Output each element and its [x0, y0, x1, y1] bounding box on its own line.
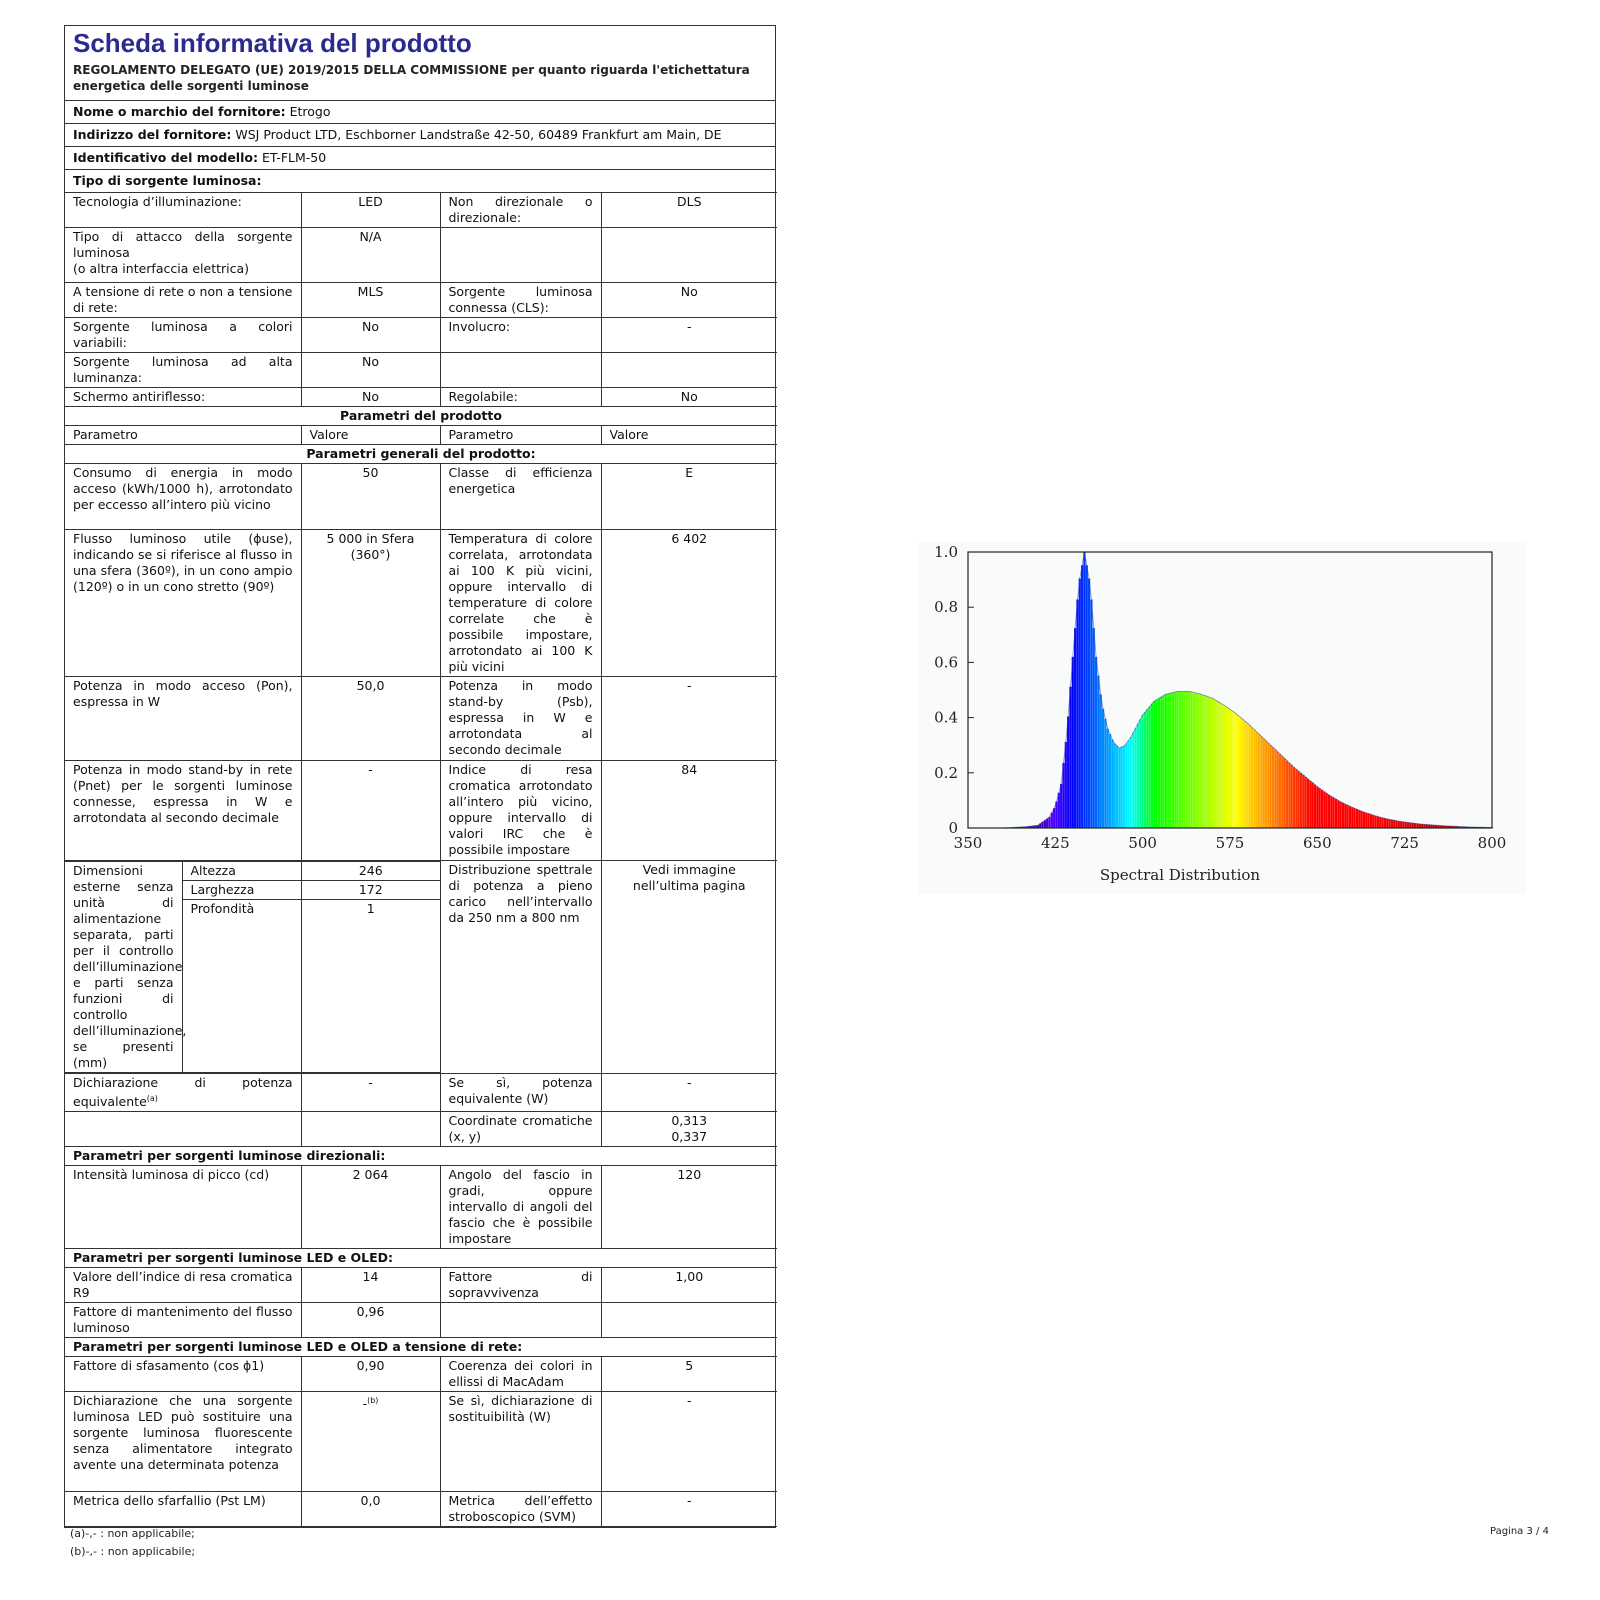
depth-value: 1	[301, 900, 440, 1073]
parameters-table	[65, 192, 777, 1527]
param-value: E	[601, 464, 777, 530]
table-row	[65, 1268, 777, 1303]
table-row	[65, 1074, 777, 1112]
param-value: No	[301, 353, 440, 388]
table-row	[65, 1392, 777, 1492]
param-label: Coordinate cromatiche (x, y)	[440, 1112, 601, 1147]
y-tick-label: 0.8	[934, 598, 958, 617]
footnote-a: (a)-,- : non applicabile;	[70, 1527, 195, 1540]
table-row	[65, 1492, 777, 1527]
param-value: 14	[301, 1268, 440, 1303]
param-value: N/A	[301, 228, 440, 283]
param-label: Se sì, potenza equivalente (W)	[440, 1074, 601, 1112]
table-row	[65, 1166, 777, 1249]
table-row	[65, 530, 777, 677]
spectral-distribution-chart	[918, 542, 1526, 894]
dimensions-cell	[65, 861, 440, 1074]
param-label-text: Tipo di attacco della sorgente luminosa	[73, 229, 293, 260]
empty-cell	[65, 1112, 301, 1147]
source-type-row	[65, 169, 775, 192]
column-header: Valore	[301, 426, 440, 445]
table-row	[65, 283, 777, 318]
param-label: Coerenza dei colori in ellissi di MacAdam	[440, 1357, 601, 1392]
param-value: -	[601, 1392, 777, 1492]
section-header-row	[65, 407, 777, 426]
param-label: Classe di efficienza energetica	[440, 464, 601, 530]
column-header-row	[65, 426, 777, 445]
footnote-ref: (a)	[146, 1094, 158, 1103]
table-row	[65, 193, 777, 228]
param-value: 5 000 in Sfera (360°)	[301, 530, 440, 677]
section-title: Parametri per sorgenti luminose LED e OLED a tensione di rete:	[65, 1338, 777, 1357]
param-label: Metrica dello sfarfallio (Pst LM)	[65, 1492, 301, 1527]
param-value: LED	[301, 193, 440, 228]
param-label: Fattore di mantenimento del flusso luminoso	[65, 1303, 301, 1338]
param-label: Fattore di sopravvivenza	[440, 1268, 601, 1303]
x-tick-label: 500	[1128, 834, 1157, 852]
section-header-row	[65, 1338, 777, 1357]
param-value: -	[601, 1074, 777, 1112]
table-row	[65, 353, 777, 388]
supplier-address-label: Indirizzo del fornitore:	[73, 127, 232, 142]
section-title: Parametri per sorgenti luminose LED e OLED:	[65, 1249, 777, 1268]
param-value: -	[601, 318, 777, 353]
x-tick-label: 800	[1477, 834, 1507, 852]
param-label: Valore dell’indice di resa cromatica R9	[65, 1268, 301, 1303]
page-number: Pagina 3 / 4	[1490, 1526, 1549, 1537]
dimensions-row	[65, 861, 777, 1074]
plot-frame	[968, 552, 1492, 828]
supplier-address-value: WSJ Product LTD, Eschborner Landstraße 42-50, 60489 Frankfurt am Main, DE	[235, 127, 722, 142]
section-title: Parametri per sorgenti luminose direzionali:	[65, 1147, 777, 1166]
param-label: Potenza in modo stand-by (Psb), espressa in W e arrotondata al secondo decimale	[440, 677, 601, 761]
x-tick-label: 425	[1041, 834, 1070, 852]
param-value-text: -	[362, 1396, 368, 1412]
x-tick-label: 725	[1390, 834, 1419, 852]
param-value: 5	[601, 1357, 777, 1392]
param-value: 50,0	[301, 677, 440, 761]
width-value: 172	[301, 881, 440, 900]
param-value: -	[601, 1492, 777, 1527]
param-value: 2 064	[301, 1166, 440, 1249]
param-value: -	[301, 761, 440, 861]
x-tick-label: 575	[1215, 834, 1245, 852]
table-row	[65, 1112, 777, 1147]
y-tick-label: 0.4	[934, 708, 958, 727]
chart-svg	[918, 542, 1526, 894]
empty-cell	[301, 1112, 440, 1147]
table-row	[65, 464, 777, 530]
column-header: Parametro	[440, 426, 601, 445]
model-label: Identificativo del modello:	[73, 150, 258, 165]
param-label: Indice di resa cromatica arrotondato all’intero più vicino, oppure intervallo di valori IRC che è possibile impostare	[440, 761, 601, 861]
param-value: 1,00	[601, 1268, 777, 1303]
param-value: -	[301, 1074, 440, 1112]
param-value: 6 402	[601, 530, 777, 677]
param-label: Schermo antiriflesso:	[65, 388, 301, 407]
param-value: Vedi immagine nell’ultima pagina	[601, 861, 777, 1074]
section-header-row	[65, 445, 777, 464]
param-label	[65, 228, 301, 283]
param-value: 84	[601, 761, 777, 861]
dimensions-label: Dimensioni esterne senza unità di alimentazione separata, parti per il controllo dell’illuminazione e parti senza funzioni di controllo dell’illuminazione, se presenti (mm)	[65, 862, 182, 1073]
param-label: Fattore di sfasamento (cos ɸ1)	[65, 1357, 301, 1392]
column-header: Parametro	[65, 426, 301, 445]
param-value: 0,0	[301, 1492, 440, 1527]
table-row	[65, 228, 777, 283]
section-title: Parametri del prodotto	[65, 407, 777, 426]
param-label: Sorgente luminosa connessa (CLS):	[440, 283, 601, 318]
param-label	[440, 228, 601, 283]
spectrum-bars	[1003, 552, 1492, 828]
param-value: No	[301, 388, 440, 407]
y-tick-label: 0.6	[934, 653, 958, 672]
param-value: MLS	[301, 283, 440, 318]
x-tick-label: 350	[953, 834, 983, 852]
param-label-text: Dichiarazione di potenza equivalente	[73, 1075, 293, 1110]
empty-cell	[601, 1303, 777, 1338]
param-value	[301, 1392, 440, 1492]
footnote-b: (b)-,- : non applicabile;	[70, 1545, 196, 1558]
param-value: 0,96	[301, 1303, 440, 1338]
param-label: Flusso luminoso utile (ɸuse), indicando se si riferisce al flusso in una sfera (360º), in un cono ampio (120º) o in un cono stretto (90º)	[65, 530, 301, 677]
param-value: No	[601, 388, 777, 407]
param-label: Potenza in modo stand-by in rete (Pnet) per le sorgenti luminose connesse, espressa in W e arrotondata al secondo decimale	[65, 761, 301, 861]
page-title: Scheda informativa del prodotto	[73, 28, 472, 58]
supplier-name-value: Etrogo	[289, 104, 331, 119]
x-axis-title: Spectral Distribution	[1099, 866, 1261, 884]
param-label: A tensione di rete o non a tensione di rete:	[65, 283, 301, 318]
table-row	[65, 677, 777, 761]
y-tick-label: 0.2	[934, 763, 958, 782]
param-label: Distribuzione spettrale di potenza a pieno carico nell’intervallo da 250 nm a 800 nm	[440, 861, 601, 1074]
width-label: Larghezza	[182, 881, 301, 900]
footnote-ref: (b)	[367, 1396, 379, 1406]
table-row	[65, 1303, 777, 1338]
regulation-text: REGOLAMENTO DELEGATO (UE) 2019/2015 DELLA COMMISSIONE per quanto riguarda l'etichettatura energetica delle sorgenti luminose	[73, 63, 750, 93]
y-tick-label: 1.0	[934, 543, 958, 561]
param-value	[601, 1112, 777, 1147]
section-header-row	[65, 1147, 777, 1166]
param-label: Angolo del fascio in gradi, oppure intervallo di angoli del fascio che è possibile impostare	[440, 1166, 601, 1249]
param-label: Dichiarazione che una sorgente luminosa LED può sostituire una sorgente luminosa fluorescente senza alimentatore integrato avente una determinata potenza	[65, 1392, 301, 1492]
param-label: Sorgente luminosa a colori variabili:	[65, 318, 301, 353]
model-row	[65, 146, 775, 169]
table-row	[65, 318, 777, 353]
height-label: Altezza	[182, 862, 301, 881]
param-label: Sorgente luminosa ad alta luminanza:	[65, 353, 301, 388]
table-row	[65, 761, 777, 861]
param-value: DLS	[601, 193, 777, 228]
depth-label: Profondità	[182, 900, 301, 1073]
dimensions-subtable	[65, 861, 440, 1073]
x-axis	[954, 834, 1507, 852]
source-type-label: Tipo di sorgente luminosa:	[73, 173, 262, 188]
param-label-note: (o altra interfaccia elettrica)	[73, 261, 250, 276]
param-value: 120	[601, 1166, 777, 1249]
section-header-row	[65, 1249, 777, 1268]
param-label: Metrica dell’effetto stroboscopico (SVM)	[440, 1492, 601, 1527]
column-header: Valore	[601, 426, 777, 445]
param-value: No	[601, 283, 777, 318]
param-label: Regolabile:	[440, 388, 601, 407]
param-value: 0,90	[301, 1357, 440, 1392]
model-value: ET-FLM-50	[261, 150, 327, 165]
y-tick-label: 0	[948, 819, 958, 837]
footnotes	[70, 1525, 195, 1561]
param-label: Tecnologia d’illuminazione:	[65, 193, 301, 228]
x-tick-label: 650	[1303, 834, 1332, 852]
product-information-sheet	[64, 25, 776, 1528]
param-label: Potenza in modo acceso (Pon), espressa in W	[65, 677, 301, 761]
chroma-y: 0,337	[671, 1129, 708, 1145]
param-value	[601, 228, 777, 283]
supplier-address-row	[65, 123, 775, 146]
param-value: -	[601, 677, 777, 761]
param-label: Temperatura di colore correlata, arrotondata ai 100 K più vicini, oppure intervallo di temperature di colore correlate che è possibile impostare, arrotondato ai 100 K più vicini	[440, 530, 601, 677]
param-label	[65, 1074, 301, 1112]
param-label	[440, 353, 601, 388]
param-label: Intensità luminosa di picco (cd)	[65, 1166, 301, 1249]
param-label: Involucro:	[440, 318, 601, 353]
supplier-name-row	[65, 100, 775, 123]
param-value: 50	[301, 464, 440, 530]
empty-cell	[440, 1303, 601, 1338]
section-title: Parametri generali del prodotto:	[65, 445, 777, 464]
height-value: 246	[301, 862, 440, 881]
param-value: No	[301, 318, 440, 353]
param-value	[601, 353, 777, 388]
param-label: Non direzionale o direzionale:	[440, 193, 601, 228]
table-row	[65, 1357, 777, 1392]
param-label: Se sì, dichiarazione di sostituibilità (W)	[440, 1392, 601, 1492]
chroma-x: 0,313	[671, 1113, 708, 1129]
supplier-name-label: Nome o marchio del fornitore:	[73, 104, 286, 119]
table-row	[65, 388, 777, 407]
param-label: Consumo di energia in modo acceso (kWh/1000 h), arrotondato per eccesso all’intero più vicino	[65, 464, 301, 530]
